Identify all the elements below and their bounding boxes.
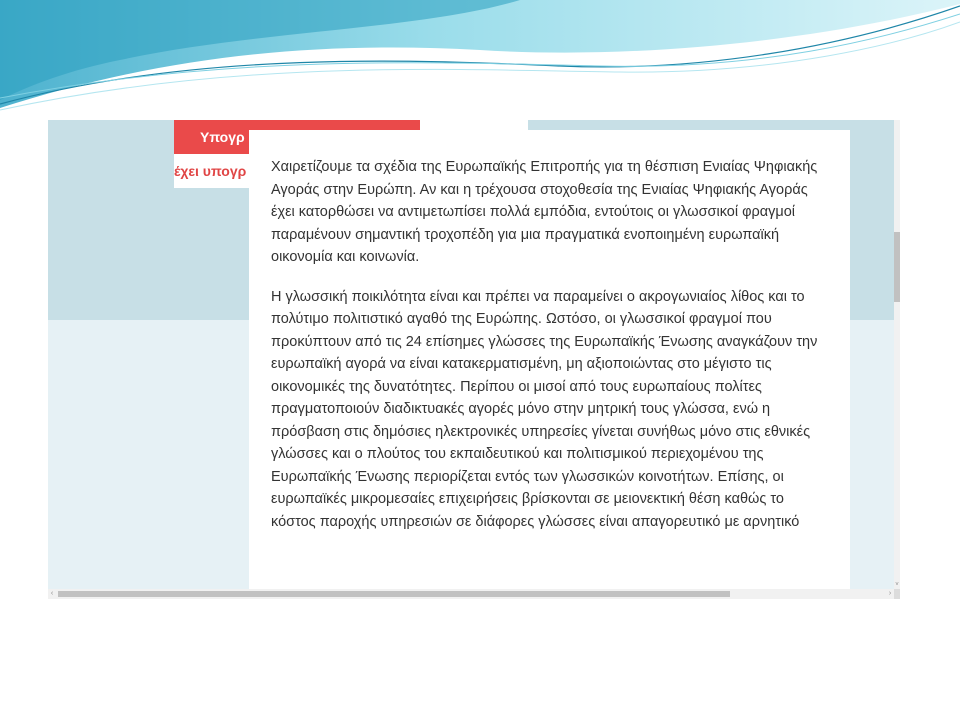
article-paragraph-1: Χαιρετίζουμε τα σχέδια της Ευρωπαϊκής Επιτροπής για τη θέσπιση Ενιαίας Ψηφιακής Αγοράς στην Ευρώπη. Αν και η τρέχουσα στοχοθεσία της Ενιαίας Ψηφιακής Αγοράς έχει κατορθώσει να αντιμετωπίσει πολλά εμπόδια, εντούτοις οι γλωσσικοί φραγμοί παραμένουν σημαντική τροχοπέδη για μια πραγματικά ενοποιημένη ευρωπαϊκή οικονομία και κοινωνία. bbox=[271, 159, 818, 265]
scroll-right-arrow-icon[interactable]: › bbox=[888, 590, 892, 597]
vertical-scrollbar[interactable] bbox=[894, 120, 900, 589]
scroll-down-arrow-icon[interactable]: ˅ bbox=[895, 582, 899, 588]
scroll-left-arrow-icon[interactable]: ‹ bbox=[50, 590, 54, 597]
horizontal-scrollbar[interactable] bbox=[48, 589, 894, 599]
vertical-scroll-thumb[interactable] bbox=[894, 232, 900, 302]
scrollbar-corner bbox=[894, 589, 900, 599]
slide-wave-decoration bbox=[0, 0, 960, 130]
article-paragraph-2: Η γλωσσική ποικιλότητα είναι και πρέπει να παραμείνει ο ακρογωνιαίος λίθος και το πολύτιμο πολιτιστικό αγαθό της Ευρώπης. Ωστόσο, οι γλωσσικοί φραγμοί που προκύπτουν από τις 24 επίσημες γλώσσες της Ευρωπαϊκής Ένωσης αναγκάζουν την ευρωπαϊκή αγορά να είναι κατακερματισμένη, μη αξιοποιώντας στο μέγιστο τις οικονομικές της δυνατότητες. Περίπου οι μισοί από τους ευρωπαίους πολίτες πραγματοποιούν διαδικτυακές αγορές μόνο στην μητρική τους γλώσσα, ενώ η πρόσβαση στις δημόσιες ηλεκτρονικές υπηρεσίες γίνεται συνήθως μόνο στις εθνικές γλώσσες και ο πλούτος του εκπαιδευτικού και πολιτισμικού περιεχομένου της Ευρωπαϊκής Ένωσης περιορίζεται εντός των γλωσσικών κοινοτήτων. Επίσης, οι ευρωπαϊκές μικρομεσαίες επιχειρήσεις βρίσκονται σε μειονεκτική θέση καθώς το κόστος παροχής υπηρεσιών σε διάφορες γλώσσες είναι απαγορευτικό με αρνητικό bbox=[271, 288, 818, 530]
horizontal-scroll-thumb[interactable] bbox=[58, 591, 730, 597]
article-text-panel bbox=[249, 130, 850, 599]
signature-count-text: έχει υπογρ bbox=[174, 154, 334, 188]
embedded-webpage-screenshot bbox=[48, 120, 900, 599]
petition-header-banner: Υπογρ bbox=[174, 120, 420, 154]
